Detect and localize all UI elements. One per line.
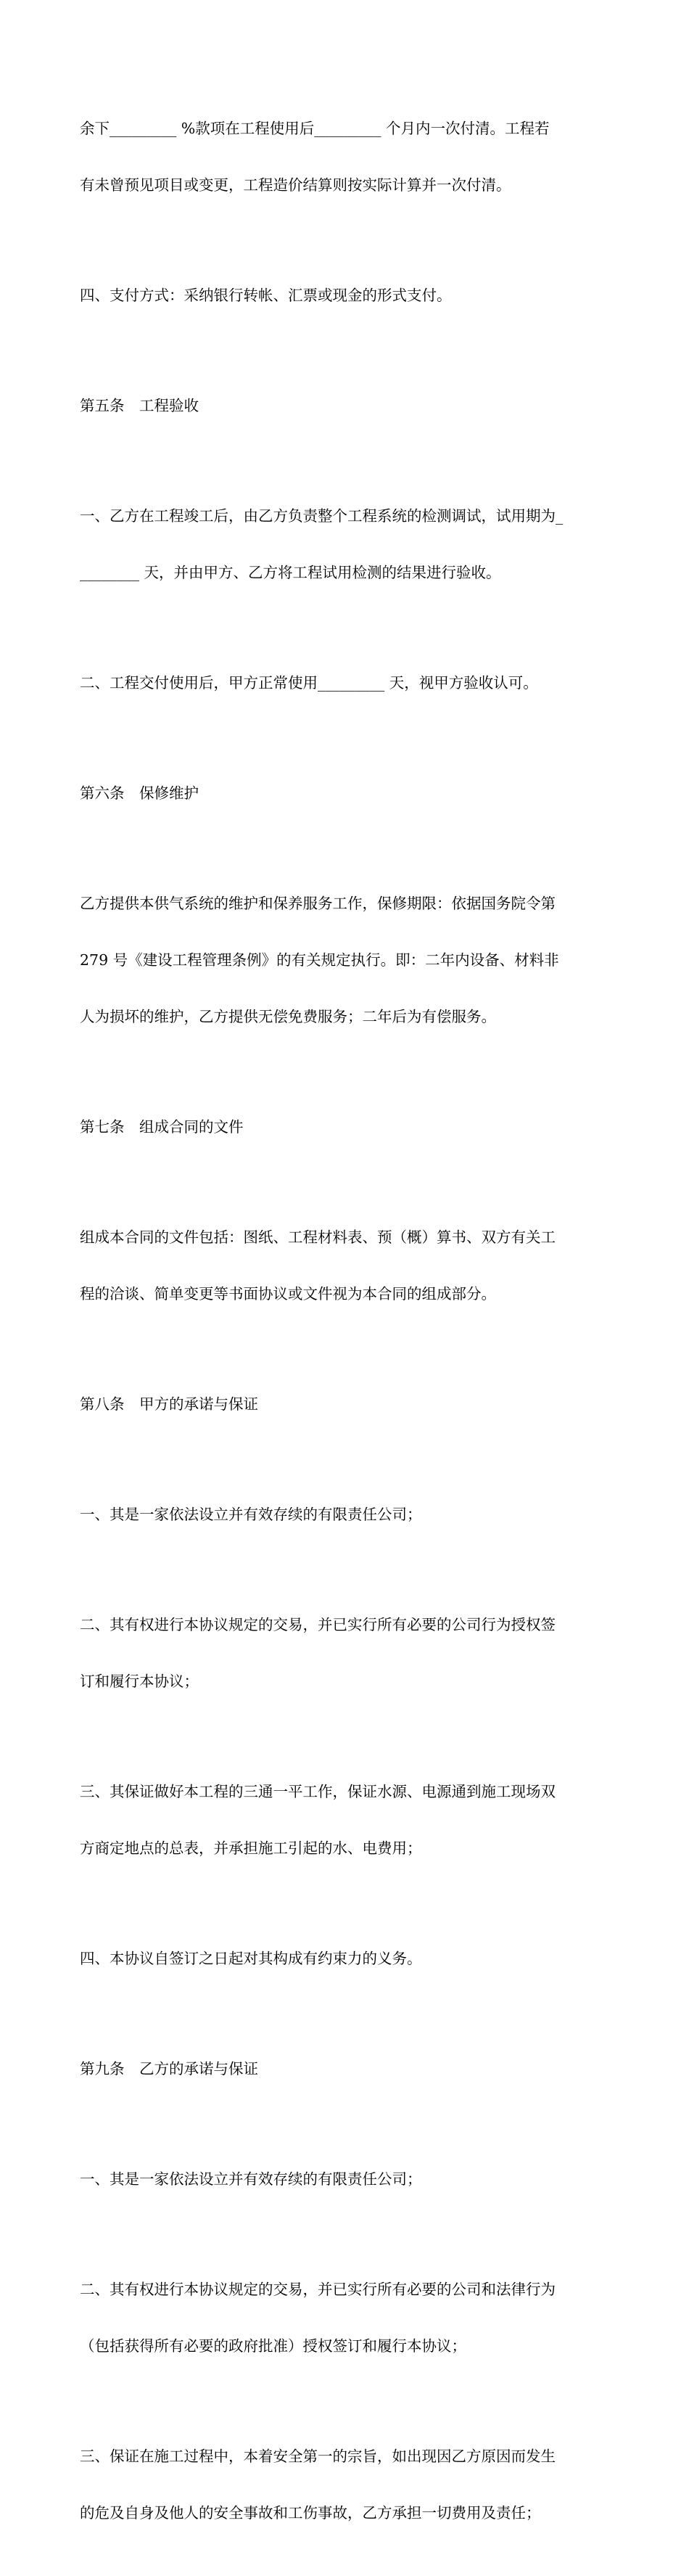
paragraph-line: 乙方提供本供气系统的维护和保养服务工作，保修期限：依据国务院令第 <box>80 895 556 912</box>
paragraph-line: 程的洽谈、简单变更等书面协议或文件视为本合同的组成部分。 <box>80 1285 496 1303</box>
paragraph-payment-balance <box>80 81 611 232</box>
heading-text: 第七条 组成合同的文件 <box>80 1118 244 1136</box>
paragraph-party-b-2 <box>80 2242 611 2393</box>
paragraph-line: 三、其保证做好本工程的三通一平工作，保证水源、电源通到施工现场双 <box>80 1783 556 1800</box>
heading-text: 第八条 甲方的承诺与保证 <box>80 1395 258 1413</box>
paragraph-line: （包括获得所有必要的政府批准）授权签订和履行本协议； <box>80 2337 466 2355</box>
heading-article-7 <box>80 1080 611 1174</box>
paragraph-party-b-3 <box>80 2409 611 2560</box>
heading-text: 第六条 保修维护 <box>80 784 199 802</box>
paragraph-line: 人为损坏的维护，乙方提供无偿免费服务；二年后为有偿服务。 <box>80 1008 496 1025</box>
paragraph-line: 余下_________ %款项在工程使用后_________ 个月内一次付清。工程若 <box>80 120 550 137</box>
paragraph-party-a-4 <box>80 1911 611 2006</box>
paragraph-party-a-2 <box>80 1578 611 1728</box>
heading-article-8 <box>80 1357 611 1451</box>
paragraph-maintenance <box>80 856 611 1064</box>
heading-text: 第九条 乙方的承诺与保证 <box>80 2060 258 2077</box>
paragraph-line: 四、本协议自签订之日起对其构成有约束力的义务。 <box>80 1950 422 1967</box>
paragraph-payment-method <box>80 248 611 342</box>
paragraph-line: 订和履行本协议； <box>80 1673 199 1690</box>
paragraph-party-b-1 <box>80 2132 611 2226</box>
heading-text: 第五条 工程验收 <box>80 397 199 414</box>
paragraph-acceptance-1 <box>80 469 611 620</box>
paragraph-line: 三、保证在施工过程中，本着安全第一的宗旨，如出现因乙方原因而发生 <box>80 2448 556 2465</box>
document-page <box>80 81 611 2576</box>
paragraph-line: 二、其有权进行本协议规定的交易，并已实行所有必要的公司和法律行为 <box>80 2281 556 2298</box>
heading-article-6 <box>80 746 611 840</box>
paragraph-line: 有未曾预见项目或变更，工程造价结算则按实际计算并一次付清。 <box>80 176 511 194</box>
paragraph-line: 一、其是一家依法设立并有效存续的有限责任公司； <box>80 2170 422 2188</box>
paragraph-contract-documents <box>80 1190 611 1341</box>
paragraph-line: 组成本合同的文件包括：图纸、工程材料表、预（概）算书、双方有关工 <box>80 1228 556 1246</box>
paragraph-line: 279 号《建设工程管理条例》的有关规定执行。即：二年内设备、材料非 <box>80 951 559 969</box>
paragraph-line: 二、其有权进行本协议规定的交易，并已实行所有必要的公司行为授权签 <box>80 1616 556 1633</box>
paragraph-line: 方商定地点的总表，并承担施工引起的水、电费用； <box>80 1839 422 1857</box>
paragraph-party-a-3 <box>80 1744 611 1895</box>
paragraph-line: 一、乙方在工程竣工后，由乙方负责整个工程系统的检测调试，试用期为_ <box>80 507 564 525</box>
paragraph-party-a-1 <box>80 1467 611 1562</box>
paragraph-acceptance-2 <box>80 636 611 730</box>
paragraph-line: 四、支付方式：采纳银行转帐、汇票或现金的形式支付。 <box>80 287 452 304</box>
heading-article-9 <box>80 2022 611 2116</box>
heading-article-5 <box>80 358 611 453</box>
paragraph-line: 的危及自身及他人的安全事故和工伤事故，乙方承担一切费用及责任； <box>80 2504 541 2522</box>
paragraph-line: ________ 天，并由甲方、乙方将工程试用检测的结果进行验收。 <box>80 564 501 581</box>
paragraph-line: 一、其是一家依法设立并有效存续的有限责任公司； <box>80 1506 422 1523</box>
paragraph-line: 二、工程交付使用后，甲方正常使用_________ 天，视甲方验收认可。 <box>80 674 538 692</box>
